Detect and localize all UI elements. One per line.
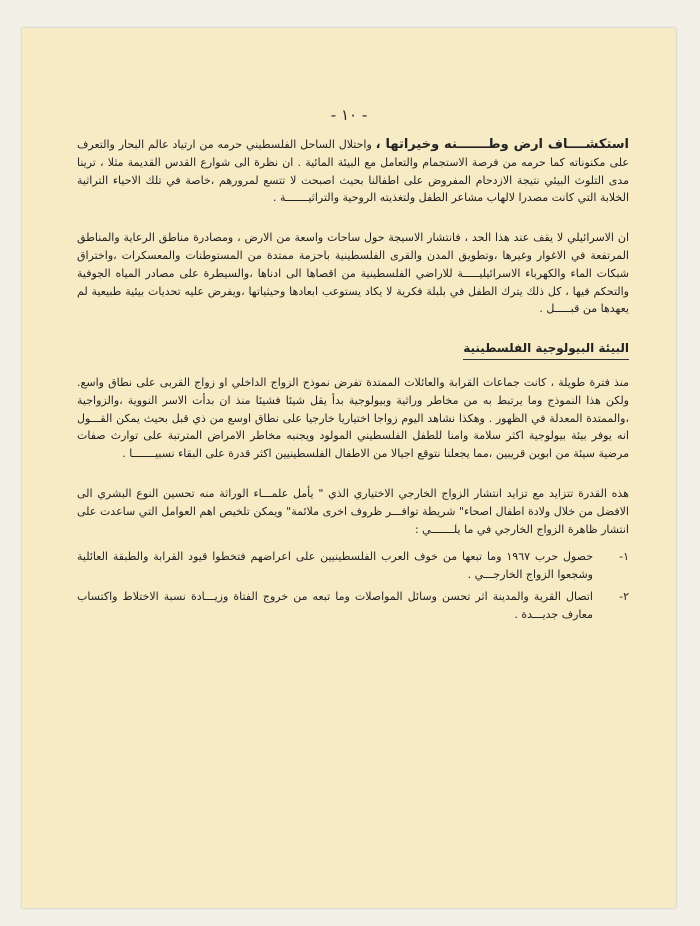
paragraph-1-text: واحتلال الساحل الفلسطيني حرمه من ارتياد عالم البحار والتعرف على مكنوناته كما حرمه من فرصة الاستجمام والتعامل مع البيئة المائية . ان نظرة الى شوارع القدس القديمة مثلا ، ترينا مدى التلوث البيئي نتيجة الازدحام المفروض على اطفالنا بحيث اصبحت لا تتسع لمرورهم ،خاصة في تلك الاحياء التراثية الخلابة التي كانت مصدرا لالهاب مشاعر الطفل ولتغذيته الروحية والتراثيـــــــة . <box>77 138 629 205</box>
paragraph-3: منذ فترة طويلة ، كانت جماعات القرابة والعائلات الممتدة تفرض نموذج الزواج الداخلي او زواج القربى على نطاق واسع. ولكن هذا النموذج وما يرتبط به من مخاطر وراثية وبيولوجية بدأ يقل شيئا فشيئا منذ ان بدأت الاسر النووية ،والزواجية ،والممتدة المعدلة في الظهور . وهكذا نشاهد اليوم زواجا اختياريا خارجيا على نطاق اوسع من ذي قبل بحيث يمكن القـــول انه يوفر بيئة بيولوجية اكثر سلامة وامنا للطفل الفلسطيني المولود ويجنبه مخاطر الامراض المترتبة على توارث صفات مرضية سيئة من ابوين قريبين ،مما يجعلنا نتوقع اجيالا من الاطفال الفلسطينيين اكثر قدرة على البقاء نسبيـــــــا . <box>77 375 629 461</box>
section-heading: البيئة البيولوجية الفلسطينية <box>463 340 629 360</box>
paragraph-4: هذه القدرة تتزايد مع تزايد انتشار الزواج الخارجي الاختياري الذي " يأمل علمـــاء الوراثة منه تحسين النوع البشري الى الافضل من خلال ولادة اطفال اصحاء" شريطة توافـــر ظروف اخرى ملائمة" ويمكن تلخيص اهم العوامل التي ساعدت على انتشار ظاهرة الزواج الخارجي في ما يلـــــــي : <box>77 486 629 536</box>
list-item-number: ٢- <box>619 589 629 603</box>
page-number: - ١٠ - <box>330 106 368 124</box>
paragraph-1 <box>77 136 629 207</box>
paragraph-1-lead: استكشــــاف ارض وطـــــــنه وخيراتها ، <box>375 137 629 152</box>
body-text <box>77 136 629 628</box>
list-item-text: اتصال القرية والمدينة اثر تحسن وسائل المواصلات وما تبعه من خروج الفتاة وزيـــادة نسبة الاختلاط واكتساب معارف جديـــدة . <box>77 589 593 621</box>
document-page <box>22 28 676 908</box>
list-item-number: ١- <box>619 550 629 564</box>
list-item <box>77 548 629 584</box>
factors-list <box>77 548 629 623</box>
list-item-text: حصول حرب ١٩٦٧ وما تبعها من خوف العرب الفلسطينيين على اعراضهم فتخطوا قيود القرابة والطبقة العائلية وشجعوا الزواج الخارجـــي . <box>77 550 594 582</box>
list-item <box>77 588 629 624</box>
paragraph-2: ان الاسرائيلي لا يقف عند هذا الحد ، فانتشار الاسيجة حول ساحات واسعة من الارض ، ومصادرة مناطق الرعاية والمناطق المرتفعة في الاغوار وغيرها ،وتطويق المدن والقرى الفلسطينية باحزمة ممتدة من المستوطنات والمعسكرات ،واختراق شبكات الماء والكهرباء الاسرائيليـــــة للاراضي الفلسطينية من اقصاها الى ادناها ،والسيطرة على مصادر المياه الجوفية والتحكم فيها ، كل ذلك يترك الطفل في بلبلة فكرية لا يكاد يستوعب ابعادها وحيثياتها ،ويفرض عليه تحديات بيئية طبيعية لم يعهدها من قبـــــل . <box>77 231 629 316</box>
